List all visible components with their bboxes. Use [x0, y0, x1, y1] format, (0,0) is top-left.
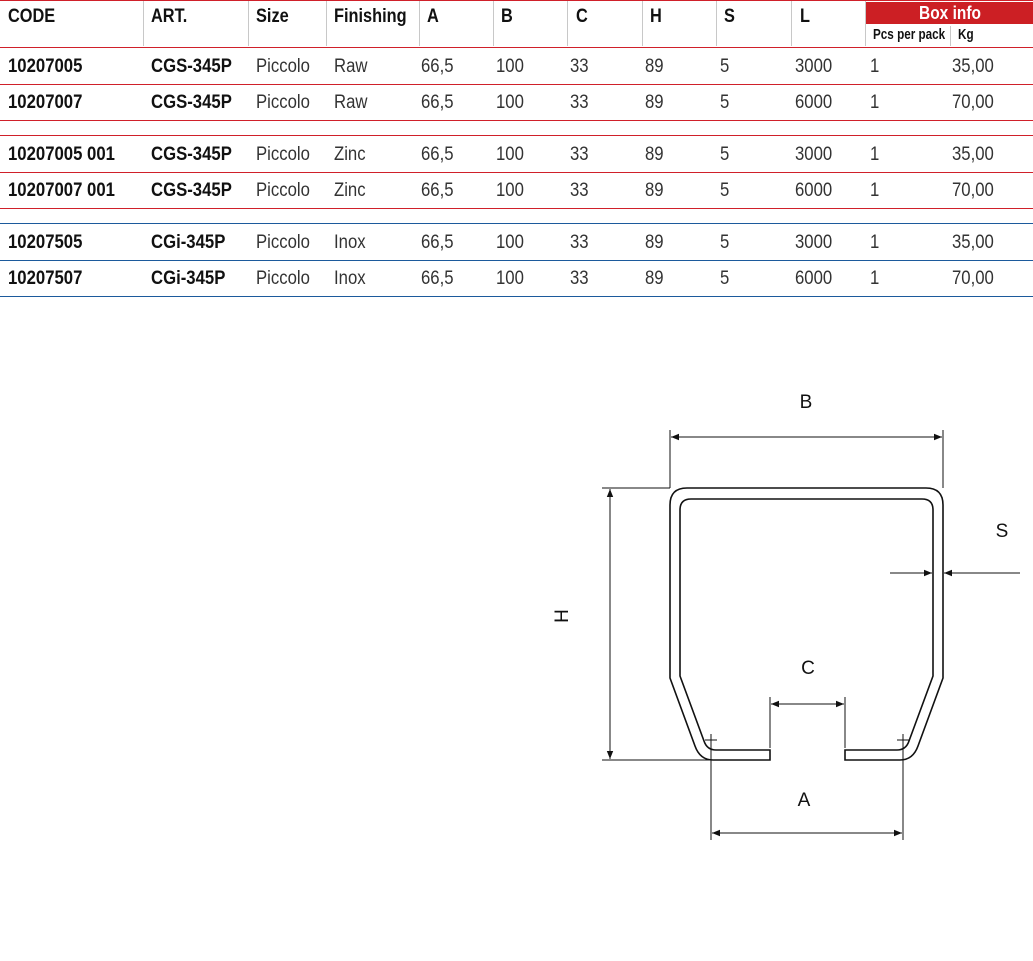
cell-c: 33	[570, 180, 589, 201]
col-header-h: H	[650, 6, 662, 27]
dim-b-label: B	[799, 392, 813, 413]
cell-finishing: Raw	[334, 56, 368, 77]
cell-h: 89	[645, 268, 664, 289]
cell-kg: 70,00	[952, 92, 994, 113]
cell-b: 100	[496, 180, 524, 201]
header-divider	[716, 0, 717, 46]
header-divider	[642, 0, 643, 46]
cell-code: 10207007	[8, 92, 83, 113]
cell-kg: 35,00	[952, 56, 994, 77]
cell-finishing: Inox	[334, 232, 366, 253]
cell-code: 10207007 001	[8, 180, 115, 201]
group-rule	[0, 47, 1033, 48]
table-row	[0, 261, 1033, 297]
dim-s-label: S	[995, 521, 1009, 542]
cell-s: 5	[720, 92, 730, 113]
cell-a: 66,5	[421, 268, 454, 289]
col-header-c: C	[576, 6, 588, 27]
cell-finishing: Inox	[334, 268, 366, 289]
table-row	[0, 173, 1033, 209]
table-row	[0, 85, 1033, 121]
cell-s: 5	[720, 268, 730, 289]
header-divider	[493, 0, 494, 46]
table-header	[0, 0, 1033, 46]
cell-art: CGS-345P	[151, 180, 232, 201]
cell-art: CGi-345P	[151, 232, 226, 253]
cell-b: 100	[496, 232, 524, 253]
cell-art: CGS-345P	[151, 92, 232, 113]
col-header-pcs-per-pack: Pcs per pack	[873, 26, 946, 43]
cell-art: CGS-345P	[151, 144, 232, 165]
cell-size: Piccolo	[256, 92, 310, 113]
cell-size: Piccolo	[256, 268, 310, 289]
col-header-s: S	[724, 6, 735, 27]
cell-a: 66,5	[421, 180, 454, 201]
cell-pcs: 1	[870, 232, 880, 253]
cell-finishing: Zinc	[334, 180, 366, 201]
header-divider	[791, 0, 792, 46]
cell-code: 10207507	[8, 268, 83, 289]
cell-c: 33	[570, 92, 589, 113]
header-divider	[567, 0, 568, 46]
header-divider	[950, 26, 951, 46]
cell-finishing: Zinc	[334, 144, 366, 165]
dim-h-label: H	[552, 609, 573, 623]
cell-h: 89	[645, 56, 664, 77]
cell-c: 33	[570, 144, 589, 165]
cell-a: 66,5	[421, 232, 454, 253]
header-divider	[419, 0, 420, 46]
group-rule	[0, 296, 1033, 297]
cell-h: 89	[645, 144, 664, 165]
cell-h: 89	[645, 232, 664, 253]
col-header-kg: Kg	[958, 26, 974, 43]
cell-code: 10207005	[8, 56, 83, 77]
dim-c-label: C	[801, 658, 815, 679]
group-rule	[0, 120, 1033, 121]
table-row	[0, 225, 1033, 261]
table-row	[0, 49, 1033, 85]
cell-size: Piccolo	[256, 56, 310, 77]
table-top-rule	[0, 0, 1033, 1]
cell-l: 3000	[795, 144, 833, 165]
cell-size: Piccolo	[256, 232, 310, 253]
header-divider	[143, 0, 144, 46]
cell-l: 6000	[795, 268, 833, 289]
group-rule	[0, 223, 1033, 224]
cell-a: 66,5	[421, 144, 454, 165]
col-header-finishing: Finishing	[334, 6, 407, 27]
table-row	[0, 137, 1033, 173]
header-divider	[326, 0, 327, 46]
col-header-a: A	[427, 6, 439, 27]
col-header-code: CODE	[8, 6, 56, 27]
group-rule	[0, 208, 1033, 209]
cell-kg: 70,00	[952, 268, 994, 289]
cell-c: 33	[570, 56, 589, 77]
cell-b: 100	[496, 144, 524, 165]
col-header-art: ART.	[151, 6, 188, 27]
cell-code: 10207505	[8, 232, 83, 253]
col-header-b: B	[501, 6, 513, 27]
cell-a: 66,5	[421, 92, 454, 113]
cell-h: 89	[645, 92, 664, 113]
cell-kg: 70,00	[952, 180, 994, 201]
cell-finishing: Raw	[334, 92, 368, 113]
group-rule	[0, 135, 1033, 136]
cell-l: 3000	[795, 56, 833, 77]
cell-art: CGS-345P	[151, 56, 232, 77]
profile-diagram	[540, 380, 1033, 860]
cell-pcs: 1	[870, 144, 880, 165]
cell-b: 100	[496, 56, 524, 77]
col-header-size: Size	[256, 6, 289, 27]
box-info-title: Box info	[918, 3, 981, 23]
cell-c: 33	[570, 268, 589, 289]
cell-art: CGi-345P	[151, 268, 226, 289]
box-info-header	[866, 2, 1033, 24]
cell-a: 66,5	[421, 56, 454, 77]
cell-pcs: 1	[870, 56, 880, 77]
cell-l: 6000	[795, 92, 833, 113]
cell-pcs: 1	[870, 180, 880, 201]
cell-s: 5	[720, 180, 730, 201]
cell-s: 5	[720, 56, 730, 77]
cell-l: 3000	[795, 232, 833, 253]
dim-a-label: A	[797, 790, 811, 811]
cell-b: 100	[496, 92, 524, 113]
cell-s: 5	[720, 232, 730, 253]
cell-b: 100	[496, 268, 524, 289]
cell-h: 89	[645, 180, 664, 201]
cell-size: Piccolo	[256, 144, 310, 165]
header-divider	[248, 0, 249, 46]
cell-kg: 35,00	[952, 144, 994, 165]
cell-pcs: 1	[870, 92, 880, 113]
cell-s: 5	[720, 144, 730, 165]
cell-kg: 35,00	[952, 232, 994, 253]
col-header-l: L	[800, 6, 810, 27]
cell-l: 6000	[795, 180, 833, 201]
profile-outer-outline	[670, 488, 943, 760]
cell-code: 10207005 001	[8, 144, 115, 165]
cell-c: 33	[570, 232, 589, 253]
cell-pcs: 1	[870, 268, 880, 289]
cell-size: Piccolo	[256, 180, 310, 201]
